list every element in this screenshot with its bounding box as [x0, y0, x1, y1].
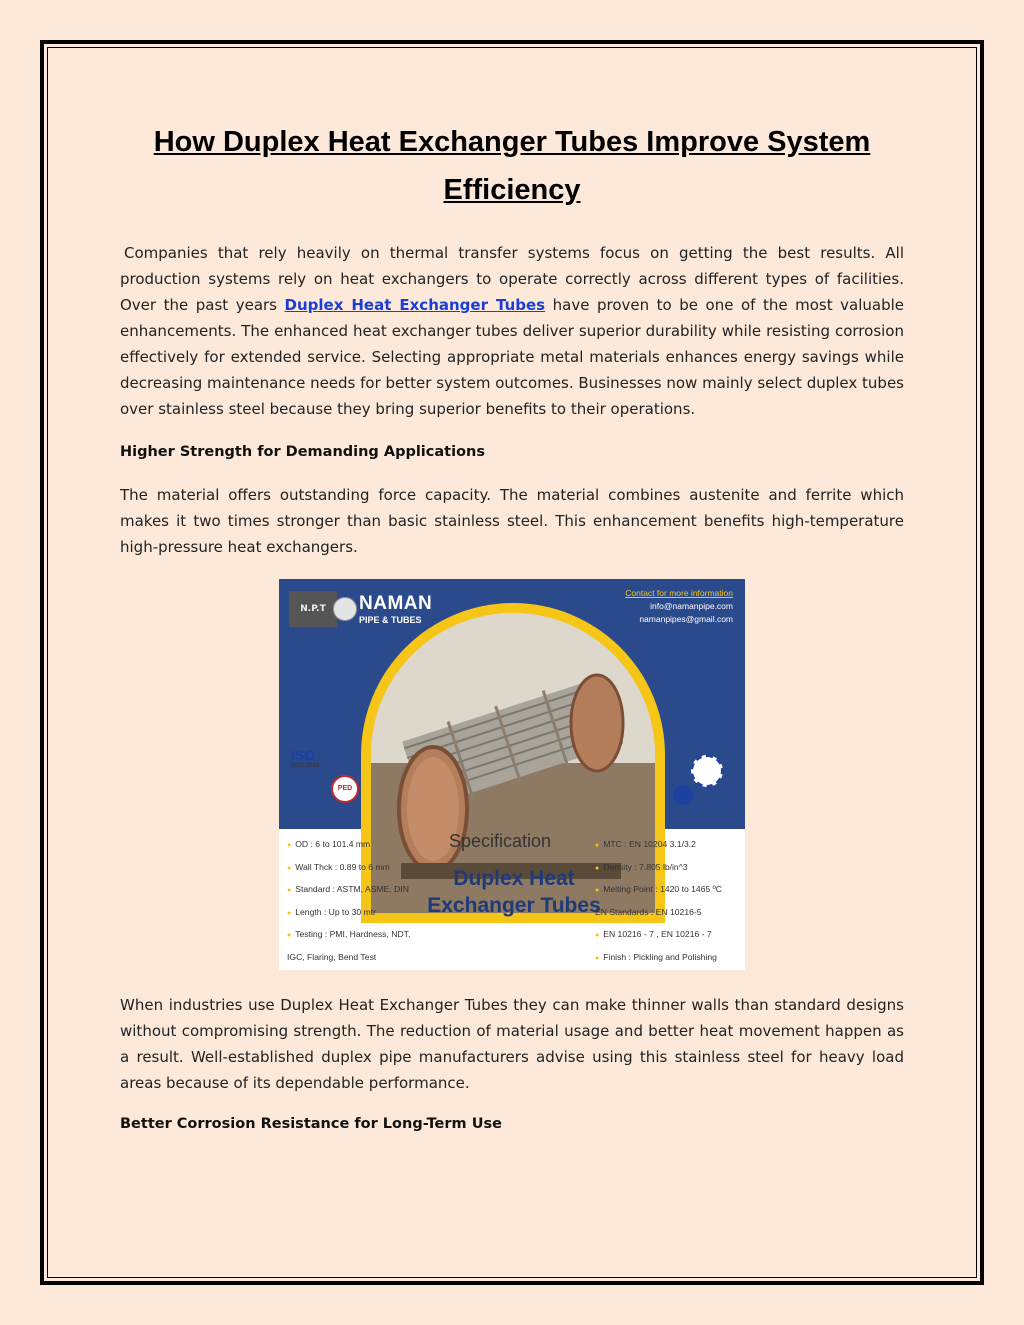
ped-badge: PED	[331, 775, 359, 803]
spec-item: IGC, Flaring, Bend Test	[287, 951, 377, 962]
globe-icon	[333, 597, 357, 621]
certified-seal-icon	[691, 755, 723, 787]
contact-info	[625, 587, 733, 626]
duplex-tubes-link[interactable]: Duplex Heat Exchanger Tubes	[284, 296, 546, 314]
intro-text-after-link: have proven to be one of the most valuable enhancements. The enhanced heat exchanger tubes deliver superior durability while resisting corrosion effectively for extended service. Selecting appropriate metal materials enhances energy savings while decreasing maintenance needs for better system outcomes. Businesses now mainly select duplex tubes over stainless steel because they bring superior benefits to their operations.	[120, 296, 905, 418]
intro-paragraph	[120, 240, 904, 422]
company-logo	[289, 591, 337, 627]
spec-item: ● Density : 7.805 lb/in^3	[595, 857, 722, 880]
spec-item: ● Finish : Pickling and Polishing	[595, 947, 722, 970]
section-heading-strength: Higher Strength for Demanding Applications	[120, 444, 485, 460]
product-title	[409, 865, 619, 919]
intro-text-before-link: Companies that rely heavily on thermal transfer systems focus on getting the best results. All production systems rely on heat exchangers to operate correctly across different types of facilities. Over the past years	[120, 244, 904, 314]
nabl-seal-icon	[673, 785, 693, 805]
brand-subtitle: PIPE & TUBES	[359, 615, 422, 625]
spec-item: ● Testing : PMI, Hardness, NDT,	[287, 924, 410, 947]
spec-item: ● Melting Point : 1420 to 1465 ºC	[595, 879, 722, 902]
spec-item: ● EN 10216 - 7 , EN 10216 - 7	[595, 924, 722, 947]
product-title-line-1: Duplex Heat	[453, 867, 575, 890]
iso-label: ISO	[291, 747, 316, 763]
strength-paragraph: The material offers outstanding force capacity. The material combines austenite and ferrite which makes it two times stronger than basic stainless steel. This enhancement benefits high-temperature high-pressure heat exchangers.	[120, 486, 904, 556]
spec-item: ● Wall Thck : 0.89 to 6 mm	[287, 857, 410, 880]
thinner-walls-paragraph: When industries use Duplex Heat Exchanger Tubes they can make thinner walls than standard designs without compromising strength. The reduction of material usage and better heat movement happen as a result. Well-established duplex pipe manufacturers advise using this stainless steel for heavy load areas because of its dependable performance.	[120, 996, 904, 1092]
spec-item: EN Standards : EN 10216-5	[595, 906, 702, 917]
iso-badge	[291, 747, 319, 769]
product-image	[279, 579, 745, 970]
product-title-line-2: Exchanger Tubes	[427, 894, 601, 917]
spec-item: ● Length : Up to 30 mtr	[287, 902, 410, 925]
spec-banner	[279, 579, 745, 970]
document-body	[120, 118, 904, 1135]
spec-item: ● MTC : EN 10204 3.1/3.2	[595, 834, 722, 857]
contact-title: Contact for more information	[625, 588, 733, 598]
specification-title: Specification	[449, 831, 552, 851]
left-spec-list	[287, 834, 410, 969]
brand-name: NAMAN	[359, 593, 433, 614]
contact-email: namanpipes@gmail.com	[639, 614, 733, 624]
spec-item: ● Standard : ASTM, ASME, DIN	[287, 879, 410, 902]
contact-website: info@namanpipe.com	[650, 601, 733, 611]
spec-item: ● OD : 6 to 101.4 mm	[287, 834, 410, 857]
document-title: How Duplex Heat Exchanger Tubes Improve System Efficiency	[153, 126, 871, 206]
right-spec-list	[595, 834, 722, 969]
iso-standard: 9001:2015	[291, 763, 320, 769]
section-heading-corrosion: Better Corrosion Resistance for Long-Term Use	[120, 1116, 502, 1132]
logo-letters: N.P.T	[300, 604, 326, 614]
